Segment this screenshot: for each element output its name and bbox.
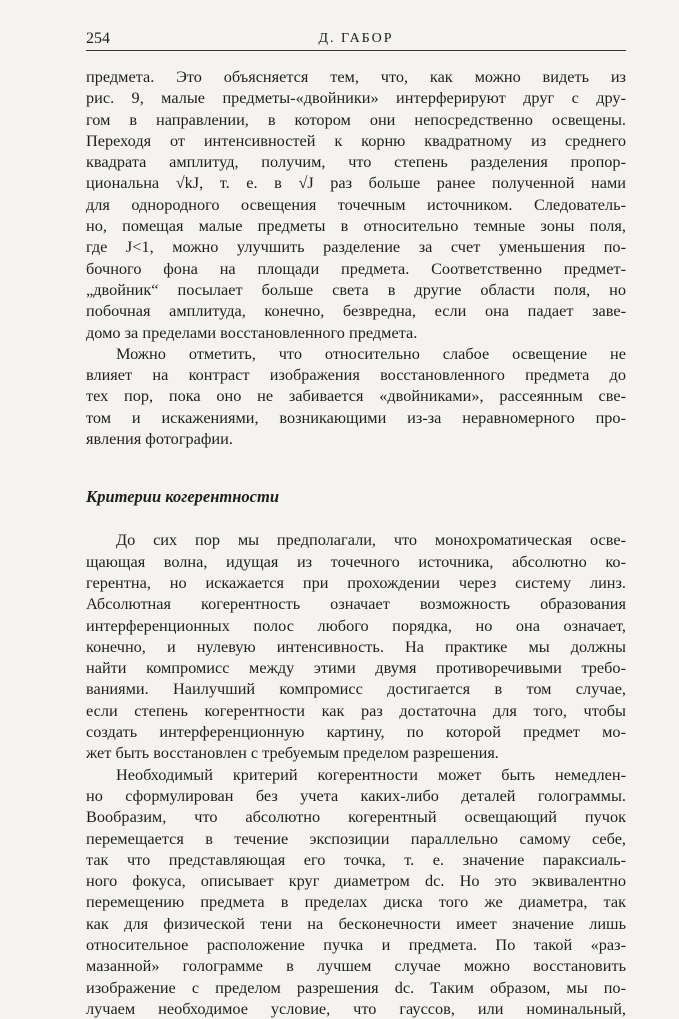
- text-line: конечно, и нулевую интенсивность. На практике мы должны: [86, 636, 626, 656]
- text-line: изображение с пределом разрешения dc. Таким образом, мы по-: [86, 977, 626, 997]
- text-line: „двойник“ посылает больше света в другие области поля, но: [86, 279, 626, 299]
- text-line: ваниями. Наилучший компромисс достигается в том случае,: [86, 679, 626, 699]
- page-number: 254: [86, 30, 110, 47]
- text-line: герентна, но искажается при прохождении через систему линз.: [86, 572, 626, 592]
- page-header: [86, 30, 626, 52]
- text-line: перемещается в течение экспозиции параллельно самому себе,: [86, 828, 626, 848]
- text-line: циональна √kJ, т. е. в √J раз больше ранее полученной нами: [86, 173, 626, 193]
- text-line: квадрата амплитуд, получим, что степень разделения пропор-: [86, 152, 626, 172]
- text-line: если степень когерентности как раз достаточна для того, чтобы: [86, 700, 626, 720]
- text-line: но сформулирован без учета каких-либо деталей голограммы.: [86, 785, 626, 805]
- text-line: домо за пределами восстановленного предмета.: [86, 322, 418, 342]
- text-line: гом в направлении, в котором они непосредственно освещены.: [86, 109, 626, 129]
- paragraph: [86, 66, 626, 343]
- text-line: влияет на контраст изображения восстановленного предмета до: [86, 365, 626, 385]
- paragraph: [86, 764, 626, 1019]
- text-line: рис. 9, малые предметы-«двойники» интерферируют друг с дру-: [86, 88, 626, 108]
- text-line: для однородного освещения точечным источником. Следователь-: [86, 194, 626, 214]
- text-line: но, помещая малые предметы в относительно темные зоны поля,: [86, 216, 626, 236]
- text-line: перемещению предмета в пределах диска того же диаметра, так: [86, 892, 626, 912]
- text-line: Переходя от интенсивностей к корню квадратному из среднего: [86, 130, 626, 150]
- spacer: [86, 509, 626, 529]
- text-line: где J<1, можно улучшить разделение за счет уменьшения по-: [86, 237, 626, 257]
- text-line: Можно отметить, что относительно слабое освещение не: [116, 343, 626, 363]
- paragraph: [86, 529, 626, 763]
- spacer: [86, 449, 626, 485]
- running-head: Д. ГАБОР: [318, 31, 394, 46]
- section-heading: Критерии когерентности: [86, 487, 279, 507]
- text-line: бочного фона на площади предмета. Соответственно предмет-: [86, 258, 626, 278]
- text-line: щающая волна, идущая из точечного источника, абсолютно ко-: [86, 551, 626, 571]
- header-rule: [86, 50, 626, 51]
- text-line: лучаем необходимое условие, что гауссов, или номинальный,: [86, 998, 626, 1018]
- text-line: создать интерференционную картину, по которой предмет мо-: [86, 722, 626, 742]
- body-text: [86, 66, 626, 1019]
- paragraph: [86, 343, 626, 449]
- text-line: том и искажениями, возникающими из-за неравномерного про-: [86, 407, 626, 427]
- text-line: Вообразим, что абсолютно когерентный освещающий пучок: [86, 807, 626, 827]
- text-line: Необходимый критерий когерентности может быть немедлен-: [116, 764, 626, 784]
- text-line: относительное расположение пучка и предмета. По такой «раз-: [86, 934, 626, 954]
- text-line: найти компромисс между этими двумя противоречивыми требо-: [86, 658, 626, 678]
- text-line: До сих пор мы предполагали, что монохроматическая осве-: [116, 530, 626, 550]
- text-line: интерференционных полос любого порядка, но она означает,: [86, 615, 626, 635]
- text-line: мазанной» голограмме в лучшем случае можно восстановить: [86, 956, 626, 976]
- text-line: так что представляющая его точка, т. е. значение параксиаль-: [86, 849, 626, 869]
- text-line: тех пор, пока оно не забивается «двойниками», рассеянным све-: [86, 386, 626, 406]
- text-line: как для физической тени на бесконечности имеет значение лишь: [86, 913, 626, 933]
- text-line: Абсолютная когерентность означает возможность образования: [86, 594, 626, 614]
- text-line: предмета. Это объясняется тем, что, как можно видеть из: [86, 67, 626, 86]
- text-line: явления фотографии.: [86, 429, 233, 449]
- text-line: жет быть восстановлен с требуемым пределом разрешения.: [86, 743, 499, 763]
- text-line: побочная амплитуда, конечно, безвредна, если она падает заве-: [86, 301, 626, 321]
- text-line: ного фокуса, описывает круг диаметром dc. Но это эквивалентно: [86, 871, 626, 891]
